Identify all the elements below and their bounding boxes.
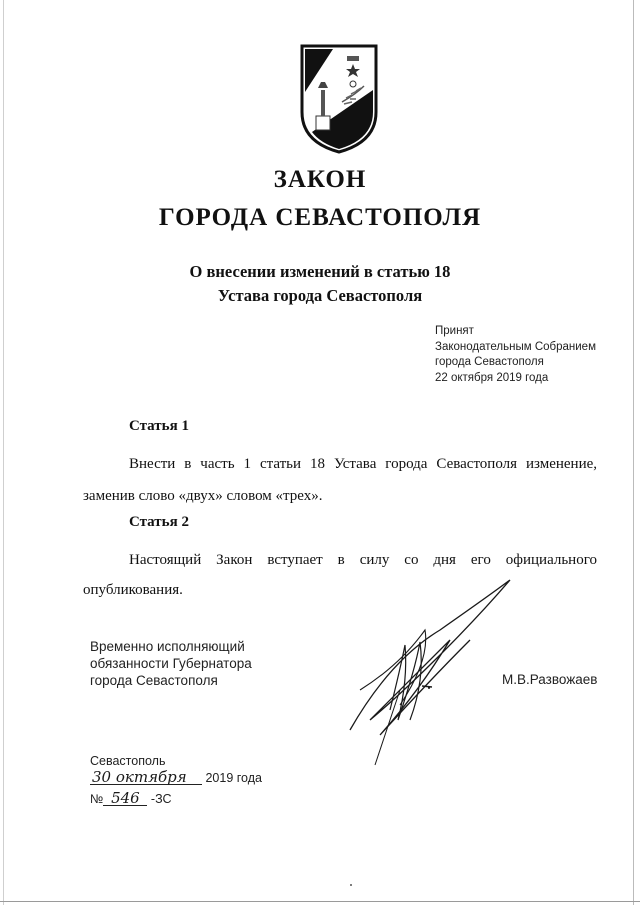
place-of-signing: Севастополь xyxy=(90,754,166,768)
article-2-heading: Статья 2 xyxy=(129,514,189,530)
handwritten-date: 30 октября xyxy=(90,770,202,785)
signatory-position-line: обязанности Губернатора xyxy=(90,656,252,671)
scan-edge-left xyxy=(3,0,4,905)
article-text-line: заменив слово «двух» словом «трех». xyxy=(83,488,323,504)
scan-edge-right xyxy=(633,0,634,905)
signing-date xyxy=(90,770,262,785)
handwritten-signature xyxy=(330,570,520,775)
adoption-note xyxy=(435,324,596,386)
signatory-position xyxy=(90,638,252,689)
scan-speck xyxy=(350,884,352,886)
number-sign: № xyxy=(90,792,104,806)
article-1-heading: Статья 1 xyxy=(129,418,189,434)
article-text-line: опубликования. xyxy=(83,582,183,598)
signatory-position-line: города Севастополя xyxy=(90,673,218,688)
adoption-line: Законодательным Собранием xyxy=(435,340,596,353)
adoption-line: города Севастополя xyxy=(435,356,544,368)
signatory-name: М.В.Развожаев xyxy=(502,672,598,687)
coat-of-arms-icon xyxy=(298,42,380,154)
document-type-heading: ЗАКОН xyxy=(273,166,367,193)
signatory-position-line: Временно исполняющий xyxy=(90,639,245,654)
document-authority-heading: ГОРОДА СЕВАСТОПОЛЯ xyxy=(158,204,482,231)
date-year: 2019 года xyxy=(205,771,262,785)
scan-edge-bottom xyxy=(0,901,640,902)
law-number xyxy=(90,791,172,806)
article-text-line: Настоящий Закон вступает в силу со дня его официального xyxy=(129,552,597,568)
handwritten-number: 546 xyxy=(103,791,147,806)
article-1-text xyxy=(83,448,597,512)
law-subject-line-1: О внесении изменений в статью 18 xyxy=(189,262,451,281)
number-suffix: -ЗС xyxy=(150,792,172,806)
adoption-line: Принят xyxy=(435,325,474,337)
article-text-line: Внести в часть 1 статьи 18 Устава города Севастополя изменение, xyxy=(129,456,597,472)
adoption-date: 22 октября 2019 года xyxy=(435,371,549,384)
law-subject-line-2: Устава города Севастополя xyxy=(217,286,423,305)
